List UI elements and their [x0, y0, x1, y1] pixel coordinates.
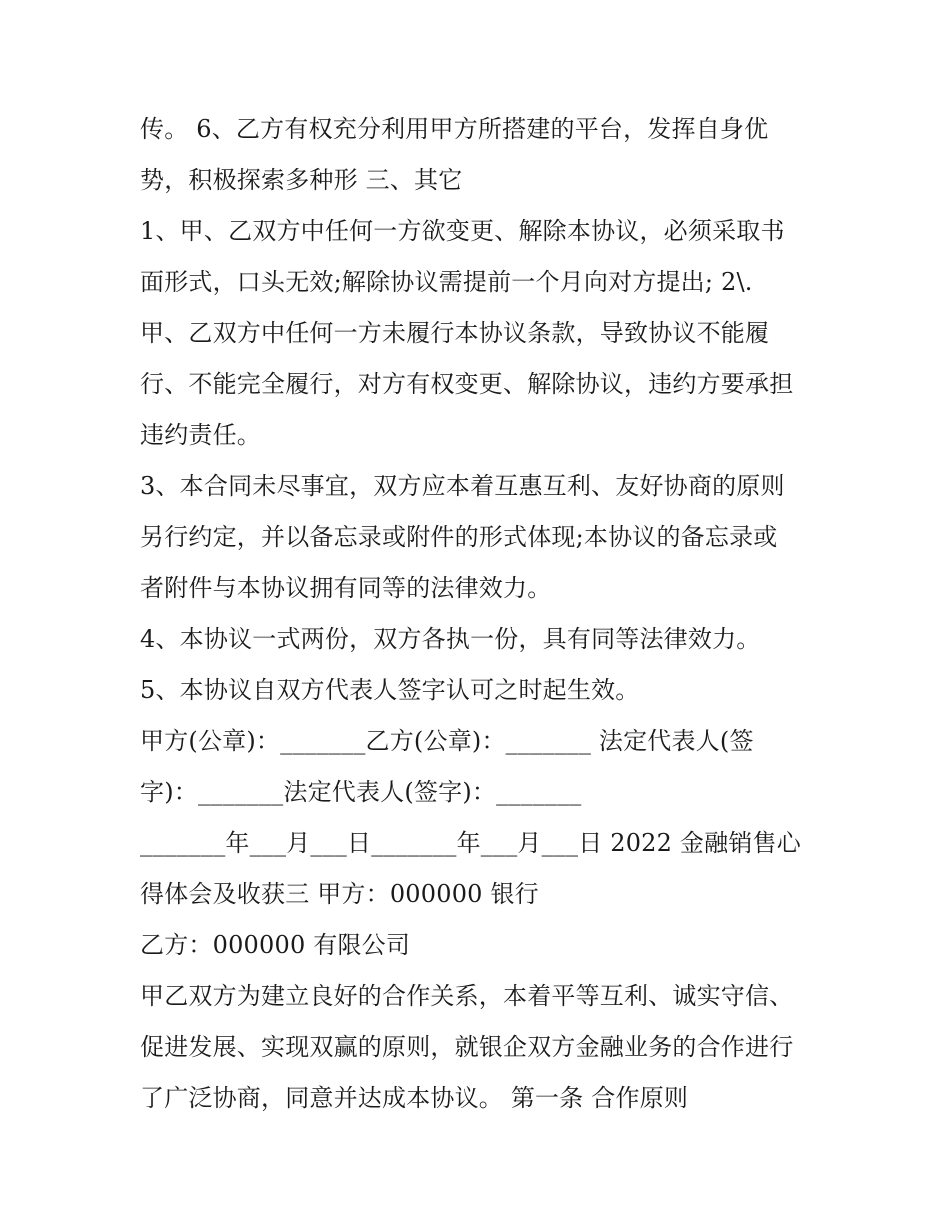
text-line: 3、本合同未尽事宜，双方应本着互惠互利、友好协商的原则 [140, 472, 785, 500]
text-line: 甲乙双方为建立良好的合作关系，本着平等互利、诚实守信、 [140, 982, 794, 1010]
text-line: 传。 6、乙方有权充分利用甲方所搭建的平台，发挥自身优 [140, 115, 769, 143]
text-line: 4、本协议一式两份，双方各执一份，具有同等法律效力。 [140, 625, 761, 653]
text-line: 者附件与本协议拥有同等的法律效力。 [140, 574, 552, 602]
text-line: 乙方：000000 有限公司 [140, 931, 411, 959]
text-line: 行、不能完全履行，对方有权变更、解除协议，违约方要承担 [140, 370, 794, 398]
date-line: _______年___月___日_______年___月___日 2022 金融销售心 [140, 829, 801, 857]
signature-line: 字)：_______法定代表人(签字)：_______ [140, 778, 582, 806]
text-line: 另行约定，并以备忘录或附件的形式体现;本协议的备忘录或 [140, 523, 778, 551]
text-line: 面形式，口头无效;解除协议需提前一个月向对方提出; 2\. [140, 268, 753, 296]
text-line: 势，积极探索多种形 三、其它 [140, 166, 463, 194]
text-line: 1、甲、乙双方中任何一方欲变更、解除本协议，必须采取书 [140, 217, 785, 245]
text-line: 得体会及收获三 甲方：000000 银行 [140, 880, 539, 908]
text-line: 违约责任。 [140, 421, 261, 449]
signature-line: 甲方(公章)：_______乙方(公章)：_______ 法定代表人(签 [140, 727, 754, 755]
text-line: 促进发展、实现双赢的原则，就银企双方金融业务的合作进行 [140, 1033, 794, 1061]
text-line: 了广泛协商，同意并达成本协议。 第一条 合作原则 [140, 1084, 689, 1112]
text-line: 甲、乙双方中任何一方未履行本协议条款，导致协议不能履 [140, 319, 770, 347]
text-line: 5、本协议自双方代表人签字认可之时起生效。 [140, 676, 640, 704]
